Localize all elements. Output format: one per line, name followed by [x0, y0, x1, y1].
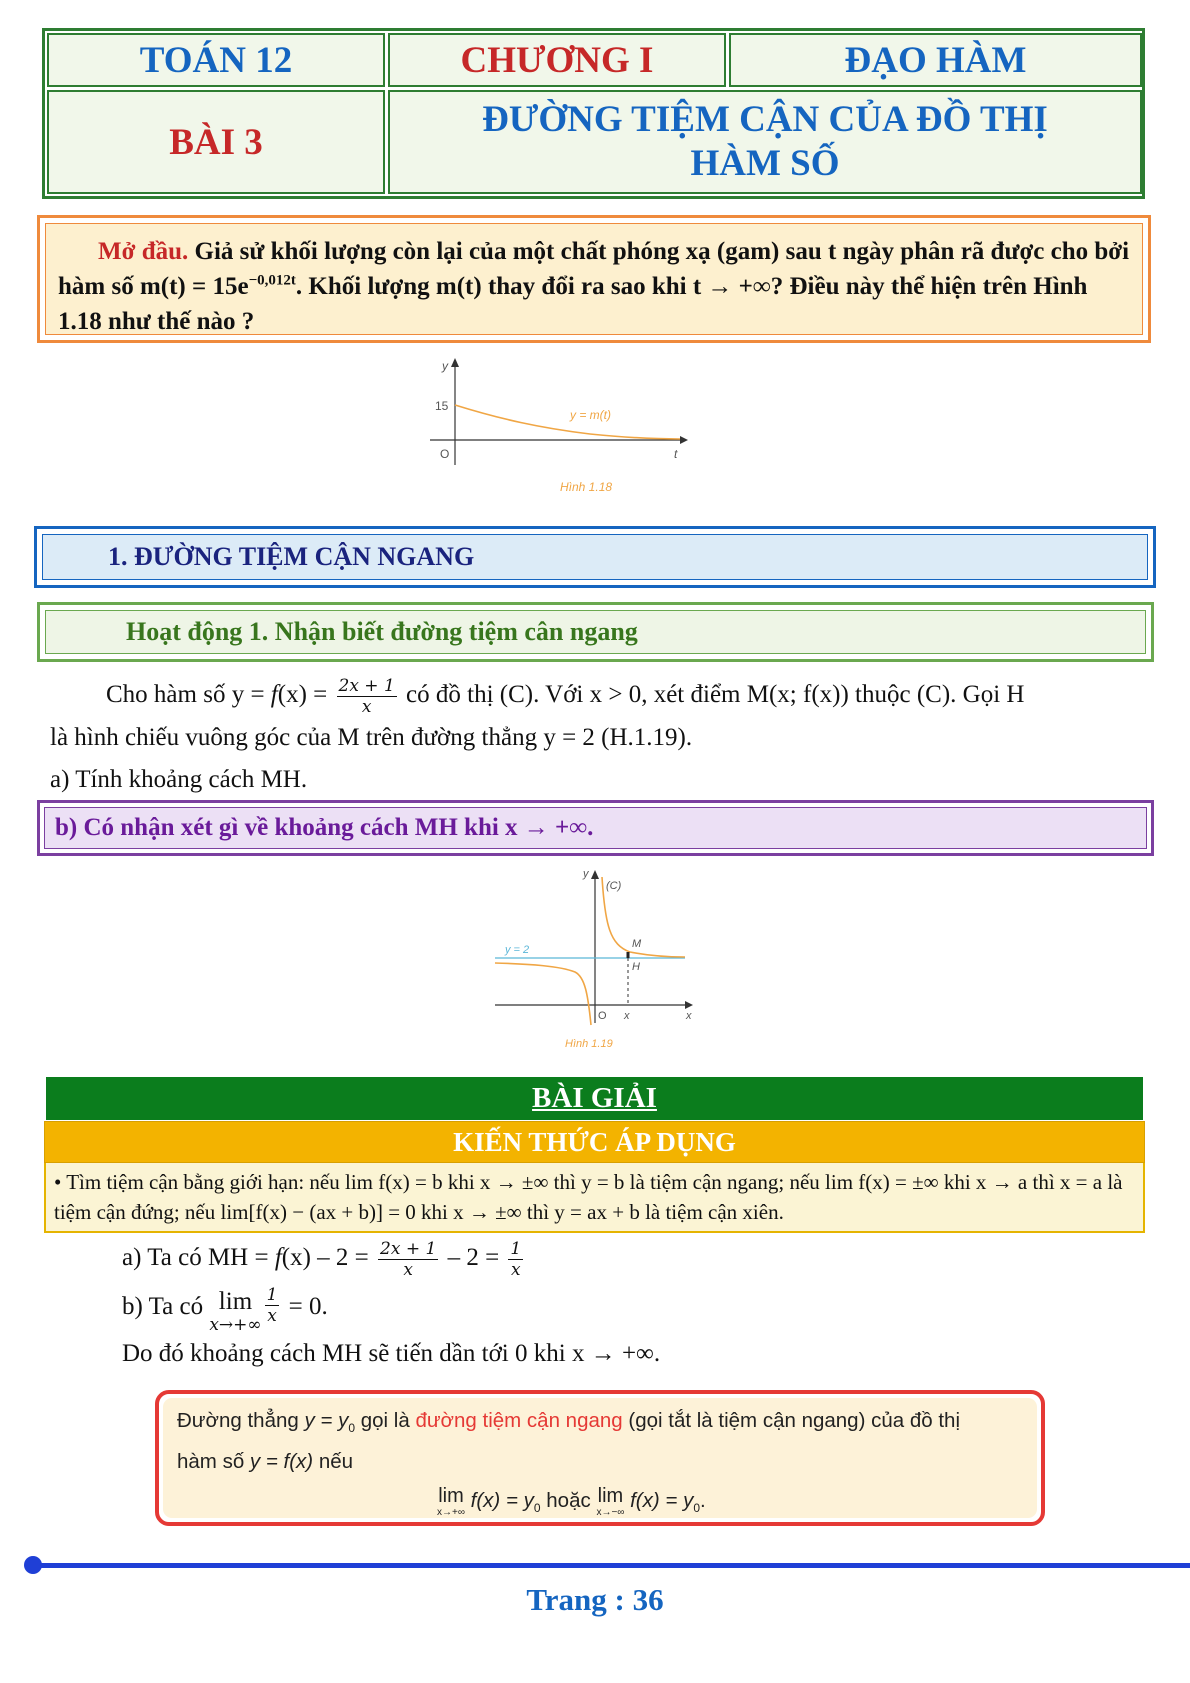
- problem-fraction: [337, 676, 397, 717]
- lesson-title-line2: HÀM SỐ: [690, 143, 840, 184]
- def-t3: (gọi tắt là tiệm cận ngang) của đồ thị: [622, 1409, 960, 1432]
- def-lim1-word: lim: [438, 1485, 464, 1508]
- definition-text: [163, 1398, 1037, 1518]
- question-b: b) Có nhận xét gì về khoảng cách MH khi x → +∞.: [44, 807, 1147, 849]
- subject-label: TOÁN 12: [139, 39, 293, 81]
- page-number: Trang : 36: [526, 1582, 664, 1617]
- topic-cell: [729, 33, 1142, 87]
- fig2-y-label: y: [583, 868, 589, 880]
- figure-1-18: [430, 355, 710, 495]
- lesson-title-line1: ĐƯỜNG TIỆM CẬN CỦA ĐỒ THỊ: [482, 99, 1048, 140]
- solution-b: [122, 1287, 328, 1333]
- def-lim1: [437, 1484, 465, 1518]
- intro-text: [45, 223, 1143, 335]
- fig2-curve-left: [495, 963, 591, 1025]
- problem-part1-a: Cho hàm số y =: [106, 681, 271, 708]
- sol-a-mid2: – 2 =: [441, 1244, 506, 1271]
- activity-heading-text: Hoạt động 1. Nhận biết đường tiệm cân ngang: [45, 610, 1146, 654]
- fig2-x-tick: x: [624, 1010, 630, 1022]
- fig2-x-label: x: [686, 1010, 692, 1022]
- activity-heading: [37, 602, 1154, 662]
- lesson-label: BÀI 3: [169, 121, 263, 163]
- def-or: hoặc: [540, 1489, 597, 1513]
- sol-a-frac1-den: x: [403, 1259, 413, 1280]
- fig1-curve-label: y = m(t): [570, 408, 611, 422]
- def-t1: Đường thẳng: [177, 1409, 305, 1432]
- sol-a-frac2-den: x: [511, 1259, 521, 1280]
- intro-exponent: −0,012t: [248, 272, 296, 289]
- sol-a-prefix: a) Ta có MH =: [122, 1244, 275, 1271]
- def-line2-a: hàm số: [177, 1450, 250, 1474]
- def-t1-math: y = y: [304, 1409, 349, 1432]
- def-lim1-expr: f(x) = y: [464, 1489, 534, 1513]
- solution-title: BÀI GIẢI: [46, 1077, 1143, 1120]
- def-lim1-sub: x→+∞: [437, 1507, 465, 1519]
- chapter-label: CHƯƠNG I: [460, 39, 654, 81]
- sol-a-mid: (x) – 2 =: [281, 1244, 376, 1271]
- definition-box: [155, 1390, 1045, 1526]
- def-lim2-sub0: 0: [693, 1501, 701, 1516]
- question-b-box: [37, 800, 1154, 856]
- fig2-x-arrow: [685, 1001, 693, 1009]
- solution-a: [122, 1238, 526, 1280]
- fig2-asymptote-label: y = 2: [505, 944, 530, 956]
- fig1-x-label: t: [674, 447, 678, 461]
- fig2-curve-label: (C): [606, 880, 622, 892]
- def-t2: gọi là: [355, 1409, 416, 1432]
- def-t1-sub: 0: [348, 1421, 356, 1436]
- problem-frac-num: 2x + 1: [338, 675, 395, 696]
- sol-a-frac2-num: 1: [510, 1238, 522, 1259]
- problem-frac-den: x: [361, 696, 372, 717]
- def-lim2: [596, 1484, 624, 1518]
- fig2-point-h: H: [632, 961, 640, 973]
- lesson-title-cell: [388, 90, 1142, 194]
- sol-b-suffix: = 0.: [282, 1293, 328, 1320]
- def-line2-math: y = f(x): [249, 1450, 314, 1474]
- section-heading-text: 1. ĐƯỜNG TIỆM CẬN NGANG: [42, 534, 1148, 580]
- def-end: .: [700, 1489, 706, 1513]
- def-t2-red: đường tiệm cận ngang: [415, 1409, 623, 1432]
- header-table: [42, 28, 1145, 199]
- fig2-origin: O: [598, 1010, 607, 1022]
- sol-a-fx: f: [274, 1244, 282, 1271]
- problem-part1-b: (x) =: [277, 681, 334, 708]
- def-lim2-sub: x→−∞: [596, 1507, 625, 1519]
- def-line3: [177, 1484, 1023, 1525]
- lesson-cell: [47, 90, 385, 194]
- sol-a-frac1-num: 2x + 1: [380, 1238, 437, 1259]
- problem-line2: là hình chiếu vuông góc của M trên đường thẳng y = 2 (H.1.19).: [50, 724, 693, 751]
- intro-lead: Mở đầu.: [98, 238, 189, 265]
- fig1-origin: O: [440, 447, 450, 461]
- sol-b-limit: [209, 1287, 261, 1333]
- fig2-y-arrow: [591, 870, 599, 879]
- sol-b-frac: [265, 1285, 280, 1326]
- sol-b-lim: lim: [218, 1288, 253, 1315]
- section-heading: [34, 526, 1156, 588]
- def-line2: [177, 1445, 1023, 1478]
- figure-1-19: [490, 865, 700, 1050]
- topic-label: ĐẠO HÀM: [844, 39, 1027, 81]
- solution-conclusion: Do đó khoảng cách MH sẽ tiến dần tới 0 khi x → +∞.: [122, 1340, 661, 1367]
- sol-b-frac-num: 1: [266, 1285, 278, 1305]
- problem-fx: f: [270, 681, 278, 708]
- fig2-point-m: M: [632, 938, 642, 950]
- fig1-y-label: y: [442, 359, 448, 373]
- intro-box: [37, 215, 1151, 343]
- sol-b-frac-den: x: [267, 1306, 277, 1326]
- problem-line1: [106, 675, 1024, 717]
- fig1-caption: Hình 1.18: [560, 480, 613, 494]
- def-line2-b: nếu: [313, 1450, 354, 1474]
- knowledge-title: KIẾN THỨC ÁP DỤNG: [44, 1121, 1145, 1163]
- intro-text-a: Giả sử khối lượng còn lại của một chất phóng xạ (gam) sau t ngày phân rã được cho bởi hàm số m(t) = 15e: [58, 238, 1130, 300]
- question-a: a) Tính khoảng cách MH.: [50, 766, 308, 793]
- def-lim2-word: lim: [597, 1485, 624, 1508]
- sol-b-prefix: b) Ta có: [122, 1293, 210, 1320]
- knowledge-text: • Tìm tiệm cận bằng giới hạn: nếu lim f(x) = b khi x → ±∞ thì y = b là tiệm cận ngang; nếu lim f(x) = ±∞ khi x → a thì x = a là tiệm cận đứng; nếu lim[f(x) − (ax + b)] = 0 khi x → ±∞ thì y = ax + b là tiệm cận xiên.: [44, 1163, 1145, 1233]
- subject-cell: [47, 33, 385, 87]
- chapter-cell: [388, 33, 726, 87]
- sol-a-frac1: [378, 1239, 438, 1280]
- def-lim2-expr: f(x) = y: [624, 1489, 694, 1513]
- def-lim1-sub0: 0: [533, 1501, 541, 1516]
- fig2-caption: Hình 1.19: [565, 1038, 613, 1050]
- fig1-y-arrow: [451, 358, 459, 367]
- intro-text-b: . Khối lượng m(t) thay đổi ra sao khi t → +∞? Điều này thể hiện trên Hình 1.18 như thế nào ?: [58, 273, 1088, 335]
- footer-dot: [24, 1556, 42, 1574]
- fig1-curve: [455, 405, 680, 439]
- problem-part1-c: có đồ thị (C). Với x > 0, xét điểm M(x; f(x)) thuộc (C). Gọi H: [399, 681, 1025, 708]
- def-line1: [177, 1404, 1023, 1445]
- footer-line: [28, 1563, 1190, 1568]
- sol-a-frac2: [508, 1239, 523, 1280]
- sol-b-lim-sub: x→+∞: [209, 1315, 262, 1335]
- fig1-y-tick: 15: [435, 399, 449, 413]
- fig1-x-arrow: [680, 436, 688, 444]
